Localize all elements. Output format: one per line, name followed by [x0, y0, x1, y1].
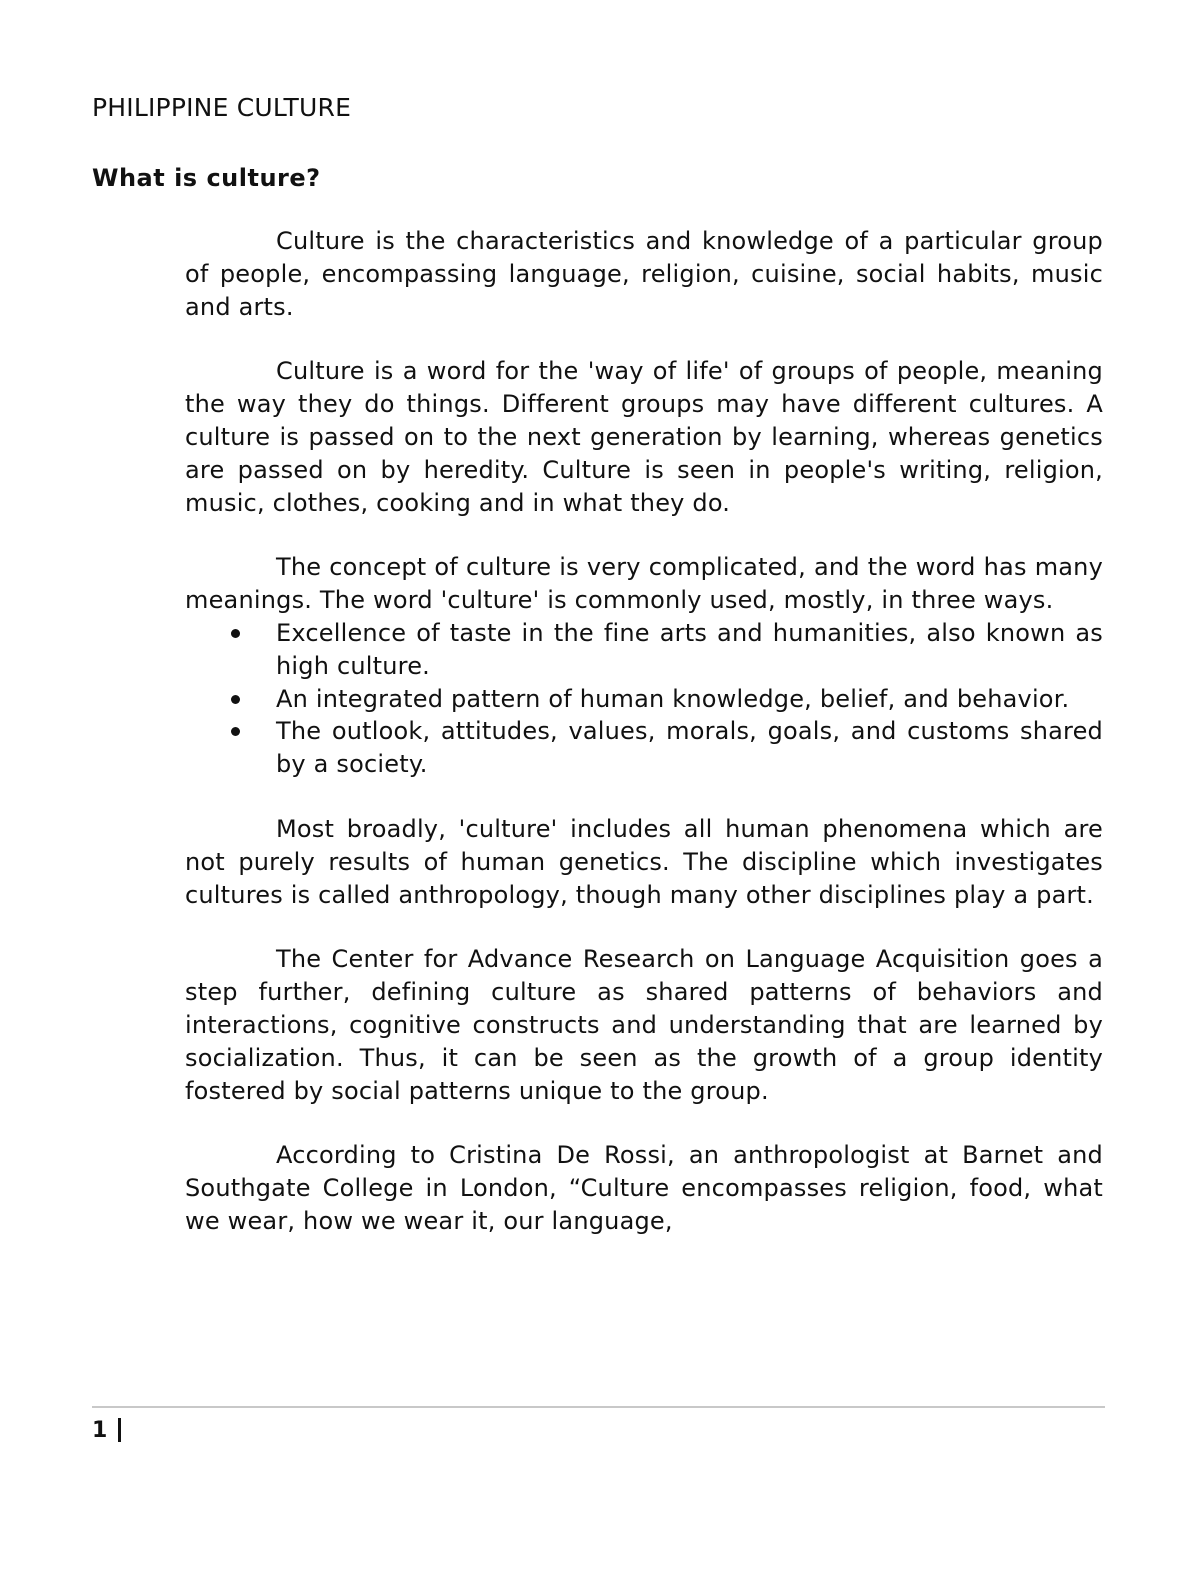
page-number-separator: [118, 1418, 121, 1442]
bullet-icon: [231, 629, 240, 638]
bullet-text: The outlook, attitudes, values, morals, goals, and customs shared by a society.: [276, 717, 1103, 779]
footer-divider: [92, 1406, 1105, 1408]
bullet-text: An integrated pattern of human knowledge, belief, and behavior.: [276, 684, 1070, 713]
paragraph-de-rossi: According to Cristina De Rossi, an anthropologist at Barnet and Southgate College in London, “Culture encompasses religion, food, what we wear, how we wear it, our language,: [185, 1141, 1103, 1235]
page-number: 1: [92, 1418, 108, 1443]
document-body: [185, 225, 1103, 1405]
paragraph-way-of-life: Culture is a word for the 'way of life' of groups of people, meaning the way they do things. Different groups may have different cultures. A culture is passed on to the next generation by learning, whereas genetics are passed on by heredity. Culture is seen in people's writing, religion, music, clothes, cooking and in what they do.: [185, 357, 1103, 517]
paragraph-concept: The concept of culture is very complicated, and the word has many meanings. The word 'culture' is commonly used, mostly, in three ways.: [185, 553, 1103, 615]
section-heading: What is culture?: [92, 164, 321, 192]
document-title: PHILIPPINE CULTURE: [92, 93, 352, 122]
paragraph-carla: The Center for Advance Research on Language Acquisition goes a step further, defining culture as shared patterns of behaviors and interactions, cognitive constructs and understanding that are learned by socialization. Thus, it can be seen as the growth of a group identity fostered by social patterns unique to the group.: [185, 945, 1103, 1105]
bullet-icon: [231, 727, 240, 736]
paragraph-broadly: Most broadly, 'culture' includes all human phenomena which are not purely results of human genetics. The discipline which investigates cultures is called anthropology, though many other disciplines play a part.: [185, 814, 1103, 909]
bullet-item: [185, 715, 1103, 781]
paragraph-definition: Culture is the characteristics and knowledge of a particular group of people, encompassing language, religion, cuisine, social habits, music and arts.: [185, 227, 1103, 321]
bullet-item: [185, 617, 1103, 683]
bullet-item: [185, 683, 1103, 716]
bullet-list: [185, 617, 1103, 781]
bullet-icon: [231, 695, 240, 704]
bullet-text: Excellence of taste in the fine arts and humanities, also known as high culture.: [276, 618, 1103, 680]
